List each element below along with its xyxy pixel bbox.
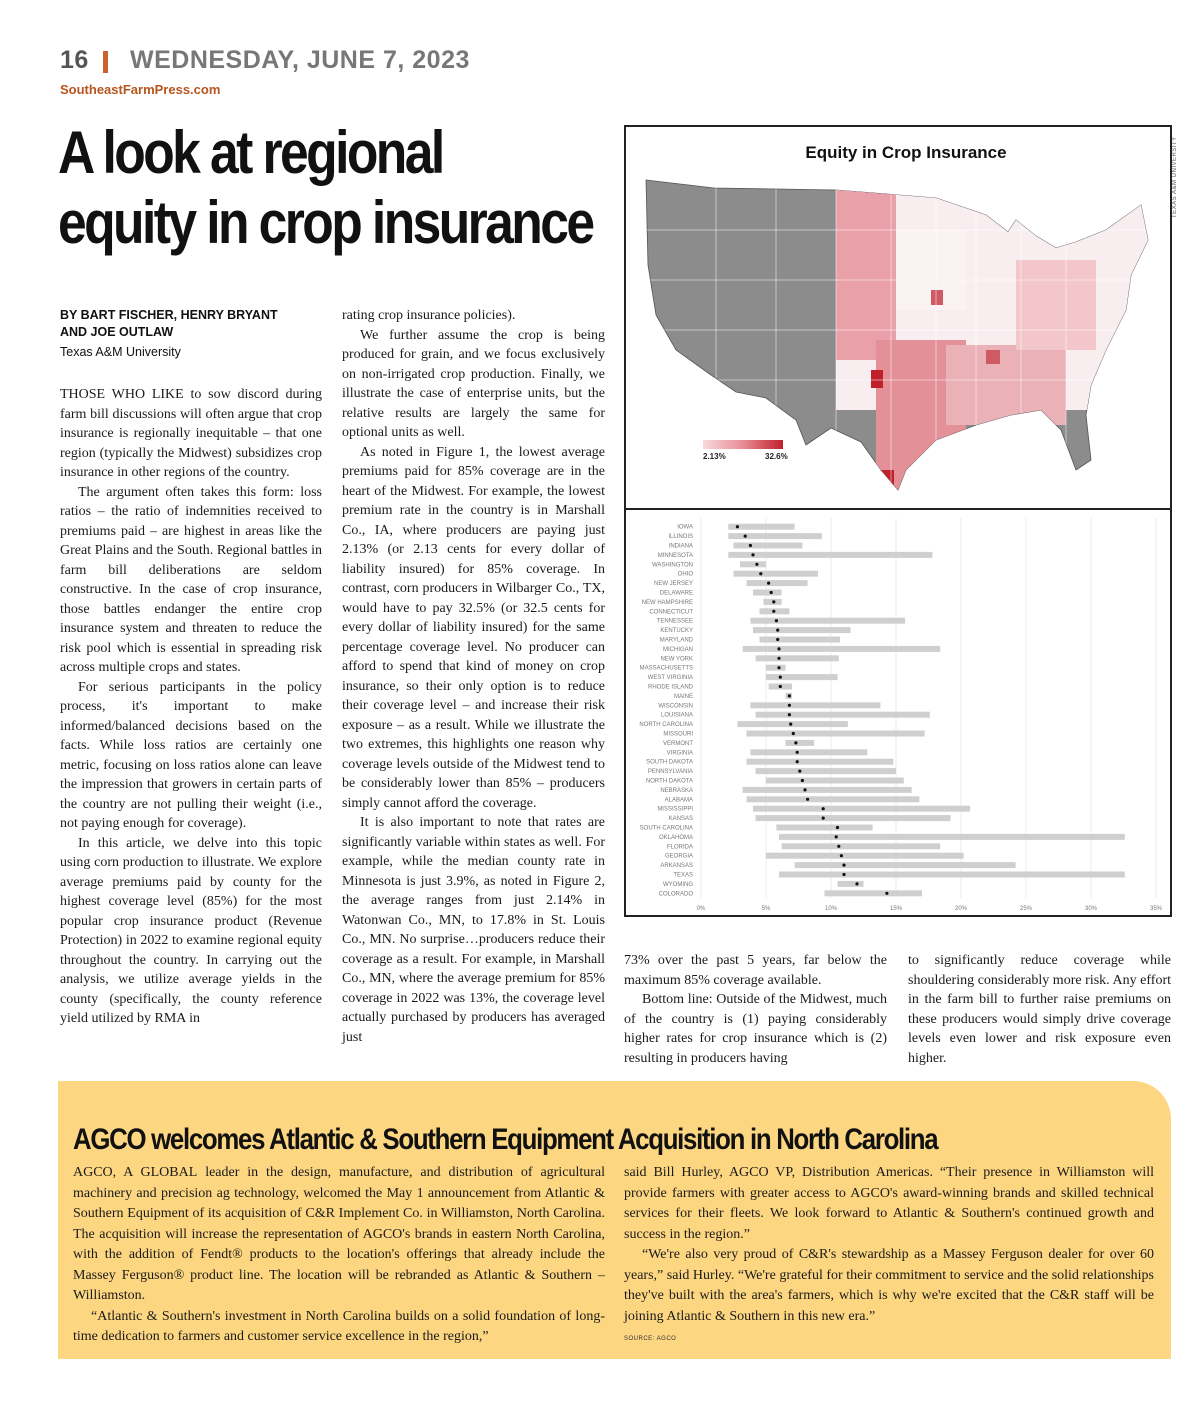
median-dot [840,854,843,857]
map-hotspot-al [986,350,1000,364]
range-bar [743,787,912,793]
state-label: RHODE ISLAND [647,684,693,691]
median-dot [801,779,804,782]
article-paragraph-8-cont: to significantly reduce coverage while shouldering considerably more risk. Any effort in the farm bill to further raise premiums on these producers would simply drive coverage levels even lower and risk exposure even higher. [908,953,1171,1066]
promo-source: SOURCE: AGCO [624,1336,677,1342]
state-label: VERMONT [663,740,693,747]
article-paragraph-3: For serious participants in the policy process, it's important to make informed/balanced decisions based on the facts. While loss ratios are certainly one metric, focusing on loss ratios alone can leave the impression that growers in certain parts of the country are not pulling their weight (i.e., not paying enough for coverage). [60,679,322,831]
range-bar [750,749,867,755]
state-label: KANSAS [668,816,693,823]
range-bar [838,881,864,887]
median-dot [777,657,780,660]
state-label: MICHIGAN [663,646,693,653]
article-paragraph-1 [60,385,322,483]
range-bar [766,853,964,859]
lead-caps: THOSE WHO LIKE [60,387,184,402]
x-tick-label: 35% [1149,906,1163,912]
median-dot [775,619,778,622]
range-bar [782,843,941,849]
x-tick-label: 25% [1019,906,1033,912]
article-column-3 [624,951,887,1068]
median-dot [796,751,799,754]
article-column-1 [60,385,322,1029]
median-dot [772,600,775,603]
us-county-map [636,170,1156,500]
range-bar [728,533,822,539]
median-dot [736,525,739,528]
range-bar [756,815,951,821]
range-bar [743,646,941,652]
state-label: COLORADO [658,891,693,898]
state-label: MISSOURI [663,731,693,738]
state-label: DELAWARE [659,590,693,597]
article-paragraph-4-cont: rating crop insurance policies). [342,308,516,323]
median-dot [806,798,809,801]
state-label: NORTH DAKOTA [645,778,693,785]
x-tick-label: 5% [761,906,771,912]
median-dot [749,544,752,547]
map-shading [836,170,1156,500]
state-label: TENNESSEE [656,618,693,625]
promo-lead-text: leader in the design, manufacture, and distribution of agricultural machinery and precision ag technology, welcomed the May 1 announcement from Atlantic & Southern Equipment of its acquisition of C&R Implement Co. in Williamston, North Carolina. The acquisition will increase the representation of AGCO's brands in eastern North Carolina, with the addition of Fendt® products to the location's offerings that already include the Massey Ferguson® product line. The location will be rebranded as Atlantic & Southern – Williamston. [73,1165,605,1303]
range-bar [753,627,851,633]
range-bar [766,778,904,784]
range-bar [747,759,894,765]
state-label: WYOMING [663,881,693,888]
promo-lead-caps: AGCO, A GLOBAL [73,1165,198,1180]
promo-paragraph-2: “Atlantic & Southern's investment in North Carolina builds on a solid foundation of long-time dedication to farmers and customer service excellence in the region,” [73,1308,605,1344]
article-paragraph-7-cont: 73% over the past 5 years, far below the maximum 85% coverage available. [624,953,887,988]
figure-divider [624,508,1172,510]
article-paragraph-5: We further assume the crop is being produced for grain, and we focus exclusively on non-irrigated crop production. Finally, we illustrate the case of enterprise units, but the relative results are largely the same for optional units as well. [342,327,605,440]
promo-column-1 [73,1163,605,1348]
article-column-2 [342,306,605,1047]
median-dot [788,694,791,697]
state-label: SOUTH DAKOTA [646,759,693,766]
state-label: TEXAS [673,872,693,879]
range-bar [740,561,766,567]
median-dot [779,676,782,679]
map-region-appalachia [1016,260,1096,350]
median-dot [776,629,779,632]
state-label: MISSISSIPPI [657,806,693,813]
range-bar [747,580,808,586]
median-dot [751,553,754,556]
article-column-4 [908,951,1171,1068]
median-dot [835,835,838,838]
median-dot [788,713,791,716]
median-dot [822,817,825,820]
range-bar [756,712,930,718]
median-dot [885,892,888,895]
median-dot [770,591,773,594]
figure-title: Equity in Crop Insurance [805,143,1007,162]
range-bar [756,655,839,661]
map-legend-min: 2.13% [703,452,726,461]
median-dot [767,582,770,585]
map-legend-scale [703,440,783,449]
range-bar [766,665,786,671]
x-tick-label: 15% [889,906,903,912]
x-tick-label: 30% [1084,906,1098,912]
issue-date: WEDNESDAY, JUNE 7, 2023 [130,46,470,74]
median-dot [789,723,792,726]
figure-credit: TEXAS A&M UNIVERSITY [1172,136,1178,218]
state-label: MARYLAND [659,637,693,644]
byline-line-1: BY BART FISCHER, HENRY BRYANT [60,308,278,322]
promo-column-2 [624,1163,1154,1350]
range-bar [750,702,880,708]
range-bar [825,890,923,896]
state-label: LOUISIANA [660,712,693,719]
x-tick-label: 0% [696,906,706,912]
state-label: CONNECTICUT [649,609,693,616]
state-label: ILLINOIS [668,534,693,541]
map-hotspot-mo [931,290,943,305]
x-tick-label: 20% [954,906,968,912]
article-paragraph-4: In this article, we delve into this topic using corn production to illustrate. We explore average premiums paid by county for the highest coverage level (85%) for the most popular crop insurance product (Revenue Protection) in 2022 to examine regional equity throughout the country. In carrying out the analysis, we utilize average yields in the county (specifically, the county reference yield utilized by RMA in [60,835,322,1026]
state-label: MASSACHUSETTS [639,665,693,672]
promo-paragraph-1 [73,1163,605,1307]
state-label: OKLAHOMA [658,834,693,841]
state-label: KENTUCKY [660,628,693,635]
state-label: ALABAMA [664,797,693,804]
range-bar [779,834,1125,840]
state-label: NEBRASKA [660,787,693,794]
map-region-plains [836,180,896,360]
site-link[interactable]: SoutheastFarmPress.com [60,82,221,97]
range-bar [760,637,841,643]
range-bar [734,543,803,549]
state-label: NEW JERSEY [653,581,693,588]
state-label: ARKANSAS [660,863,693,870]
author-affiliation: Texas A&M University [60,345,181,359]
state-label: IOWA [677,524,693,531]
range-bar [753,806,970,812]
map-region-southeast [946,345,1066,425]
median-dot [855,882,858,885]
median-dot [842,873,845,876]
median-dot [794,741,797,744]
median-dot [788,704,791,707]
median-dot [842,864,845,867]
median-dot [796,760,799,763]
state-label: SOUTH CAROLINA [639,825,693,832]
range-bar [728,552,932,558]
range-bar [776,825,872,831]
state-range-chart [628,512,1168,912]
lead-text: to sow discord during farm bill discussions will often argue that crop insurance is regionally inequitable – that one region (typically the Midwest) subsidizes crop insurance in other regions of the country. [60,387,323,480]
article-paragraph-6: As noted in Figure 1, the lowest average premiums paid for 85% coverage are in the heart of the Midwest. For example, the lowest premium rate in the country is in Marshall Co., IA, where producers are paying just 2.13% (or 2.13 cents for every dollar of liability insured) for 85% coverage. In contrast, corn producers in Wilbarger Co., TX, would have to pay 32.5% (or 32.5 cents for every dollar of liability insured) for the same percentage coverage level. No producer can afford to spend that kind of money on crop insurance, so their only option is to reduce their coverage level – and increase their risk exposure – as a result. While we illustrate the two extremes, this highlights one reason why coverage levels outside of the Midwest tend to be considerably lower than 85% – producers simply cannot afford the coverage. [342,444,605,811]
range-bar [795,862,1016,868]
range-bar [734,571,819,577]
state-label: PENNSYLVANIA [647,769,693,776]
range-bar [750,618,905,624]
median-dot [822,807,825,810]
range-bar [747,796,920,802]
median-dot [772,610,775,613]
state-label: OHIO [677,571,693,578]
range-bar [766,674,838,680]
byline-line-2: AND JOE OUTLAW [60,325,174,339]
median-dot [803,788,806,791]
state-label: FLORIDA [666,844,693,851]
median-dot [776,638,779,641]
median-dot [779,685,782,688]
state-label: VIRGINIA [666,750,693,757]
state-label: WEST VIRGINIA [647,675,693,682]
promo-paragraph-3: “We're also very proud of C&R's stewardship as a Massey Ferguson dealer for over 60 years,” said Hurley. “We're grateful for their commitment to service and the solid relationships they've built with the area's farmers, which is why we're excited that the C&R staff will be joining Atlantic & Southern in this new era.” [624,1247,1154,1324]
state-label: NEW HAMPSHIRE [641,599,693,606]
header-divider [103,51,108,73]
median-dot [836,826,839,829]
state-label: NORTH CAROLINA [639,722,693,729]
state-label: MINNESOTA [657,552,693,559]
promo-title: AGCO welcomes Atlantic & Southern Equipment Acquisition in North Carolina [73,1123,938,1156]
headline-line-2: equity in crop insurance [58,189,593,256]
range-bar [756,768,896,774]
range-bar [737,721,848,727]
article-paragraph-2: The argument often takes this form: loss ratios – the ratio of indemnities received to premiums paid – are highest in areas like the Great Plains and the South. Regional battles in farm bill deliberations are seldom constructive. In the case of crop insurance, those battles endanger the entire crop insurance system and threaten to reduce the risk pool which is essential in spreading risk across multiple crops and states. [60,484,322,675]
map-legend-max: 32.6% [765,452,788,461]
median-dot [777,666,780,669]
headline-line-1: A look at regional [58,119,443,186]
median-dot [792,732,795,735]
byline [60,307,320,341]
median-dot [798,770,801,773]
map-hotspot-wilbarger [871,370,883,388]
state-label: MAINE [673,693,693,700]
x-tick-label: 10% [824,906,838,912]
range-bar [753,590,782,596]
median-dot [837,845,840,848]
page-number: 16 [60,46,89,74]
article-paragraph-7: It is also important to note that rates are significantly variable within states as well. For example, while the median county rate in Minnesota is just 3.9%, as noted in Figure 2, the average ranges from just 2.14% in Watonwan Co., MN, to 17.8% in St. Louis Co., MN. No surprise…producers reduce their coverage as a result. For example, in Marshall Co., MN, where the average premium for 85% coverage in 2022 was 13%, the coverage level actually purchased by producers has averaged just [342,815,605,1045]
article-headline [58,118,593,258]
state-label: WISCONSIN [658,703,693,710]
article-paragraph-8: Bottom line: Outside of the Midwest, much of the country is (1) paying considerably higher rates for crop insurance which is (2) resulting in producers having [624,992,887,1066]
promo-paragraph-2-cont: said Bill Hurley, AGCO VP, Distribution Americas. “Their presence in Williamston will provide farmers with greater access to AGCO's award-winning brands and skilled technical services for their fleets. We look forward to Atlantic & Southern's continued growth and success in the region.” [624,1165,1154,1242]
state-label: GEORGIA [664,853,693,860]
range-bar [747,731,925,737]
median-dot [777,647,780,650]
median-dot [759,572,762,575]
state-label: NEW YORK [660,656,693,663]
state-label: INDIANA [668,543,693,550]
median-dot [755,563,758,566]
state-label: WASHINGTON [651,562,693,569]
median-dot [744,535,747,538]
range-bar [779,872,1125,878]
range-bar [786,740,815,746]
